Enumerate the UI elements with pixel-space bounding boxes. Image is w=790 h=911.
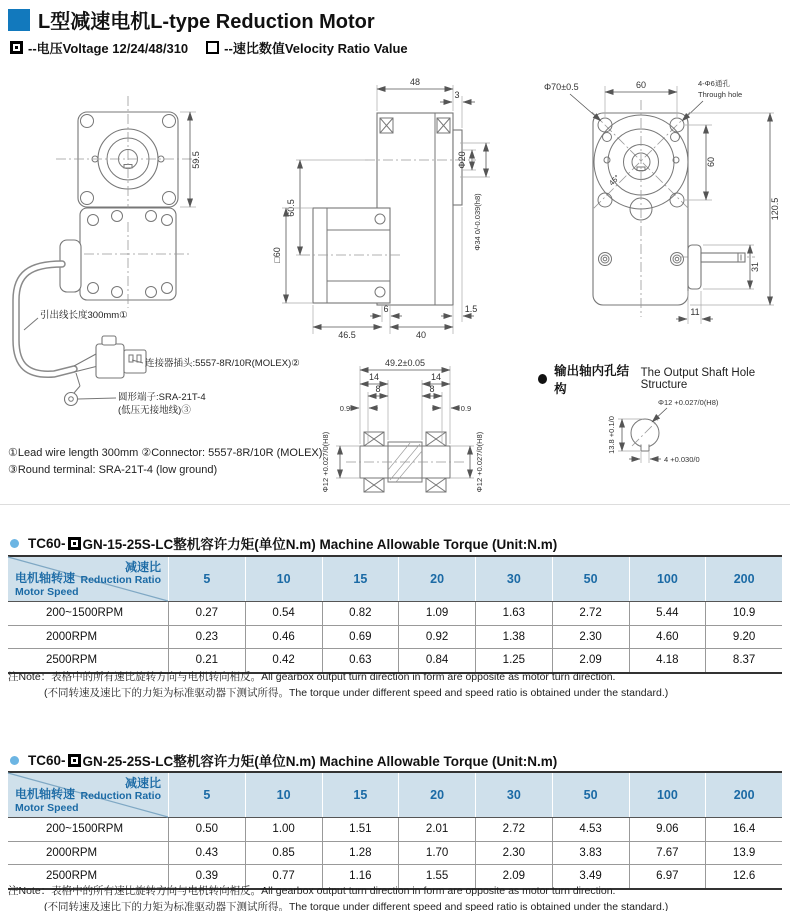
dim-60-right (685, 125, 716, 200)
blue-square-icon (8, 9, 30, 31)
dim-8-left-text: 8 (375, 384, 381, 394)
shaft-hole-drawing (540, 355, 790, 500)
torque-value-cell: 9.20 (705, 626, 782, 649)
dim-bore-right-text: Φ12 +0.027/0(H8) (475, 431, 484, 493)
torque-value-cell: 5.44 (629, 602, 706, 625)
reduction-ratio-label (81, 560, 162, 587)
dim-phi20-text: Φ20 (457, 151, 467, 169)
dim-front-height-text: 59.5 (191, 151, 201, 169)
torque-value-cell: 0.82 (322, 602, 399, 625)
page-header (8, 5, 375, 34)
table1-note (8, 670, 668, 702)
ratio-column-header: 10 (245, 557, 322, 601)
ratio-column-header: 50 (552, 557, 629, 601)
table2-note (8, 884, 668, 911)
motor-speed-cell: 2500RPM (46, 870, 98, 883)
torque-value-cell: 2.30 (552, 626, 629, 649)
dim-8-right-text: 8 (429, 384, 435, 394)
dim-1205 (690, 113, 780, 305)
label-terminal-line1: 圆形端子:SRA-21T-4 (118, 392, 206, 403)
torque-value-cell: 13.9 (705, 842, 782, 865)
torque-value-cell: 3.83 (552, 842, 629, 865)
torque-value-cell: 0.92 (398, 626, 475, 649)
ratio-column-header: 200 (705, 773, 782, 817)
dim-09-right-text: 0.9 (460, 404, 472, 413)
dim-bore-left-text: Φ12 +0.027/0(H8) (321, 431, 330, 493)
dim-45deg-text: 45° (607, 173, 622, 188)
ratio-column-header: 5 (168, 557, 245, 601)
ratio-column-header: 20 (398, 557, 475, 601)
torque-value-cell: 0.21 (168, 649, 245, 672)
torque-value-cell: 1.09 (398, 602, 475, 625)
motor-speed-cn: 电机轴转速 (15, 787, 76, 802)
ratio-column-header: 100 (629, 557, 706, 601)
table-body (8, 602, 782, 672)
reduction-ratio-cn: 减速比 (124, 776, 161, 790)
table1-title-prefix: TC60- (28, 535, 66, 551)
torque-value-cell: 0.42 (245, 649, 322, 672)
section-divider (0, 504, 790, 505)
dim-60-top (605, 80, 677, 117)
table-body (8, 818, 782, 888)
torque-value-cell: 1.16 (322, 865, 399, 888)
dim-square60 (272, 208, 313, 303)
ratio-column-header: 5 (168, 773, 245, 817)
table2-title-suffix: GN-25-25S-LC整机容许力矩(单位N.m) Machine Allowable Torque (Unit:N.m) (82, 754, 558, 769)
label-through-hole-cn: 4-Φ6通孔 (698, 79, 730, 88)
label-through-hole-en: Through hole (698, 90, 743, 99)
torque-value-cell: 1.28 (322, 842, 399, 865)
torque-value-cell: 4.53 (552, 818, 629, 841)
legend-voltage-label: --电压Voltage 12/24/48/310 (28, 41, 189, 56)
torque-value-cell: 0.63 (322, 649, 399, 672)
footnote-line1: ①Lead wire length 300mm ②Connector: 5557-8R/10R (MOLEX) (8, 447, 323, 459)
torque-value-cell: 0.54 (245, 602, 322, 625)
torque-value-cell: 2.72 (552, 602, 629, 625)
ratio-columns (168, 557, 782, 601)
table-row (8, 841, 782, 865)
section-dims (321, 358, 484, 492)
note-line1: 注Note：表格中的所有速比旋转方向与电机转向相反。All gearbox output turn direction in form are opposite as motor turn direction. (8, 671, 616, 683)
table-row (8, 818, 782, 841)
dim-31 (703, 245, 760, 289)
dim-6-text: 6 (383, 304, 389, 314)
legend-ratio-label: --速比数值Velocity Ratio Value (224, 41, 408, 56)
table-row (8, 602, 782, 625)
reduction-ratio-label (81, 776, 162, 803)
dim-hole-key (629, 451, 700, 464)
torque-value-cell: 7.67 (629, 842, 706, 865)
motor-speed-cell: 2500RPM (46, 654, 98, 667)
dim-31-text: 31 (750, 261, 760, 273)
dim-40-text: 40 (415, 330, 427, 340)
ratio-column-header: 20 (398, 773, 475, 817)
voltage-symbol-icon (68, 754, 81, 767)
dim-hole-key-text: 4 +0.030/0 (664, 455, 700, 464)
legend-row (10, 38, 408, 57)
note-line2: (不同转速及速比下的力矩为标准驱动器下测试所得。The torque under different speed and speed ratio is obtained under the standard.) (44, 686, 669, 699)
motor-speed-cell: 2000RPM (46, 630, 98, 643)
dim-60-top-text: 60 (635, 80, 647, 90)
dim-hole-bore-text: Φ12 +0.027/0(H8) (658, 398, 719, 407)
hole-outline (631, 419, 659, 451)
gearbox-side-outline (300, 208, 400, 303)
torque-value-cell: 0.69 (322, 626, 399, 649)
page-title: L型减速电机L-type Reduction Motor (38, 11, 375, 33)
motor-speed-label (15, 787, 79, 814)
torque-value-cell: 2.09 (552, 649, 629, 672)
torque-value-cell: 0.43 (168, 842, 245, 865)
torque-value-cell: 1.70 (398, 842, 475, 865)
note-line1: 注Note：表格中的所有速比旋转方向与电机转向相反。All gearbox output turn direction in form are opposite as motor turn direction. (8, 885, 616, 897)
dim-15-text: 1.5 (464, 304, 478, 314)
torque-value-cell: 10.9 (705, 602, 782, 625)
motor-speed-en: Motor Speed (15, 585, 79, 598)
side-view-drawing (270, 72, 560, 372)
gearbox-outline (60, 208, 190, 308)
torque-value-cell: 8.37 (705, 649, 782, 672)
torque-value-cell: 0.27 (168, 602, 245, 625)
ratio-column-header: 100 (629, 773, 706, 817)
torque-value-cell: 0.85 (245, 842, 322, 865)
torque-value-cell: 1.55 (398, 865, 475, 888)
table2-title-prefix: TC60- (28, 752, 66, 768)
label-lead-wire: 引出线长度300mm① (40, 310, 128, 321)
torque-value-cell: 0.84 (398, 649, 475, 672)
header-corner-cell (8, 773, 168, 817)
table-header (8, 557, 782, 602)
table1-title (10, 533, 557, 553)
ratio-column-header: 50 (552, 773, 629, 817)
torque-value-cell: 0.50 (168, 818, 245, 841)
dim-605-text: 60.5 (286, 199, 296, 217)
torque-value-cell: 1.25 (475, 649, 552, 672)
torque-table-1 (8, 555, 782, 674)
torque-value-cell: 2.30 (475, 842, 552, 865)
motor-speed-cn: 电机轴转速 (15, 571, 76, 586)
reduction-ratio-cn: 减速比 (124, 560, 161, 574)
dim-3-text: 3 (454, 90, 460, 100)
dim-09-left-text: 0.9 (339, 404, 351, 413)
torque-value-cell: 0.23 (168, 626, 245, 649)
ratio-column-header: 30 (475, 557, 552, 601)
section-outline (346, 432, 464, 492)
torque-value-cell: 1.00 (245, 818, 322, 841)
table2-title (10, 750, 557, 770)
voltage-symbol-icon (10, 41, 23, 54)
dim-465-text: 46.5 (338, 330, 356, 340)
ratio-column-header: 30 (475, 773, 552, 817)
output-shaft (688, 245, 745, 289)
dim-front-height (180, 112, 201, 207)
bullet-icon (10, 756, 19, 765)
dim-11-text: 11 (690, 307, 700, 317)
dim-14-left-text: 14 (368, 372, 380, 382)
dim-48-text: 48 (409, 77, 421, 87)
dim-phi70-text: Φ70±0.5 (544, 82, 579, 92)
torque-value-cell: 4.18 (629, 649, 706, 672)
dim-48 (377, 77, 453, 111)
dim-60-right-text: 60 (706, 156, 716, 168)
torque-value-cell: 9.06 (629, 818, 706, 841)
motor-speed-en: Motor Speed (15, 801, 79, 814)
table-row (8, 625, 782, 649)
table-row (8, 648, 782, 672)
dim-1205-text: 120.5 (770, 197, 780, 221)
note-line2: (不同转速及速比下的力矩为标准驱动器下测试所得。The torque under different speed and speed ratio is obtained under the standard.) (44, 900, 669, 911)
torque-value-cell: 4.60 (629, 626, 706, 649)
flange-outline (592, 100, 755, 317)
motor-speed-cell: 200~1500RPM (46, 823, 124, 835)
ratio-column-header: 10 (245, 773, 322, 817)
torque-value-cell: 1.38 (475, 626, 552, 649)
reduction-ratio-en: Reduction Ratio (80, 790, 161, 803)
motor-speed-cell: 200~1500RPM (46, 607, 124, 619)
torque-value-cell: 2.09 (475, 865, 552, 888)
shaft-hole-heading-en: The Output Shaft Hole Structure (640, 367, 756, 391)
motor-speed-cell: 2000RPM (46, 846, 98, 859)
label-terminal-line2: (低压无接地线)③ (118, 405, 191, 416)
dim-14-right-text: 14 (430, 372, 442, 382)
torque-value-cell: 2.01 (398, 818, 475, 841)
table-header (8, 773, 782, 818)
dim-hole-depth-text: 13.8 +0.1/0 (607, 416, 616, 454)
dim-492-text: 49.2±0.05 (385, 358, 425, 368)
shaft-section-drawing (320, 352, 520, 502)
reduction-ratio-en: Reduction Ratio (80, 574, 161, 587)
torque-value-cell: 3.49 (552, 865, 629, 888)
footnote-line2: ③Round terminal: SRA-21T-4 (low ground) (8, 464, 218, 476)
torque-value-cell: 12.6 (705, 865, 782, 888)
flange-view-drawing (540, 72, 790, 337)
dim-square60-text: □60 (272, 247, 282, 263)
torque-value-cell: 0.46 (245, 626, 322, 649)
torque-table-2 (8, 771, 782, 890)
shaft-hole-heading-cn: 输出轴内孔结构 (554, 364, 630, 396)
torque-value-cell: 0.77 (245, 865, 322, 888)
header-corner-cell (8, 557, 168, 601)
voltage-symbol-icon (68, 537, 81, 550)
label-connector: 连接器插头:5557-8R/10R(MOLEX)② (145, 358, 300, 369)
ratio-symbol-icon (206, 41, 219, 54)
dim-hole-depth (607, 416, 643, 454)
torque-value-cell: 6.97 (629, 865, 706, 888)
bullet-icon (10, 539, 19, 548)
torque-value-cell: 16.4 (705, 818, 782, 841)
torque-value-cell: 0.39 (168, 865, 245, 888)
ratio-columns (168, 773, 782, 817)
table1-title-suffix: GN-15-25S-LC整机容许力矩(单位N.m) Machine Allowable Torque (Unit:N.m) (82, 537, 558, 552)
torque-value-cell: 1.63 (475, 602, 552, 625)
ratio-column-header: 200 (705, 557, 782, 601)
motor-speed-label (15, 571, 79, 598)
torque-value-cell: 1.51 (322, 818, 399, 841)
dim-phi34-text: Φ34 0/-0.039(h8) (473, 193, 482, 251)
ratio-column-header: 15 (322, 557, 399, 601)
torque-value-cell: 2.72 (475, 818, 552, 841)
motor-face-outline (56, 96, 200, 222)
ratio-column-header: 15 (322, 773, 399, 817)
